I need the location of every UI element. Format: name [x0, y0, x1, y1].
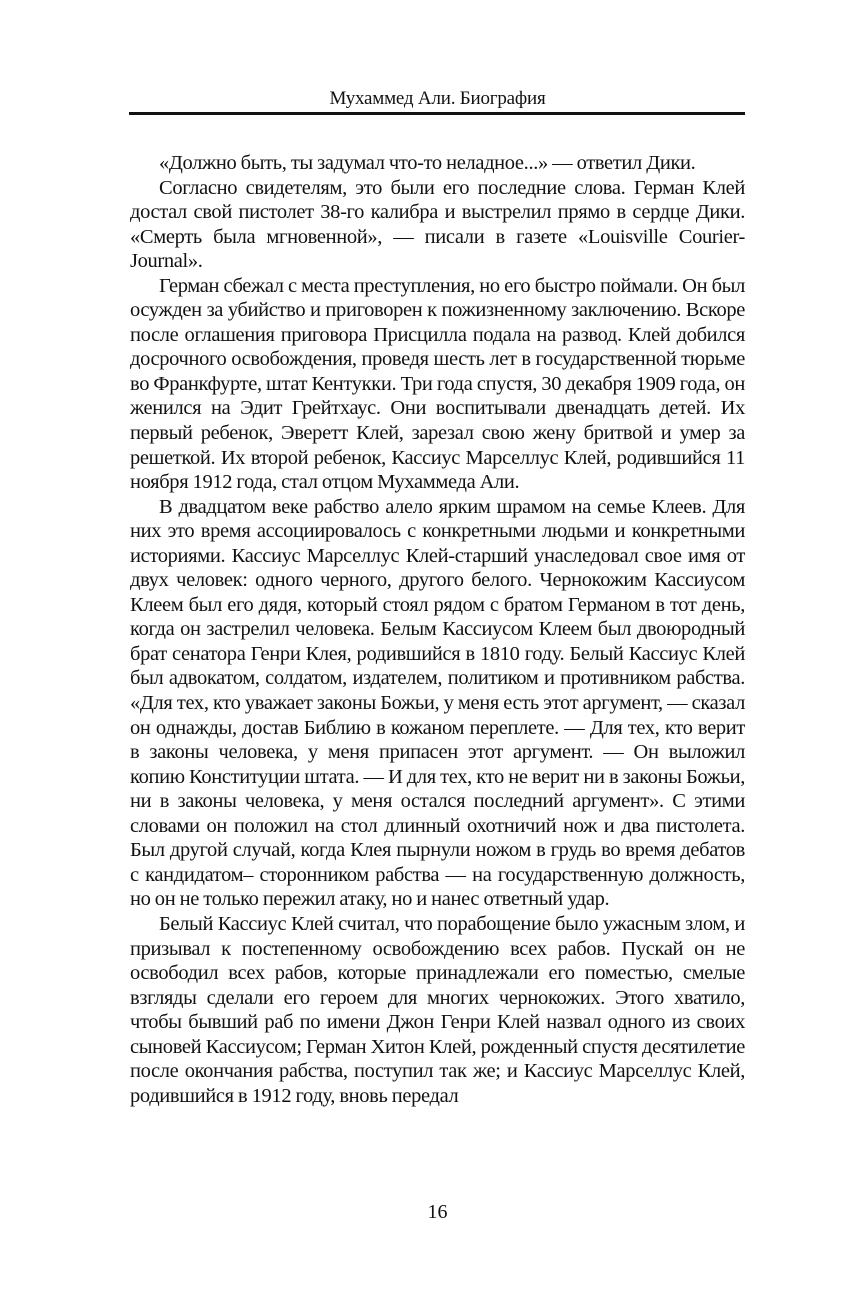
body-text: [130, 151, 745, 1108]
paragraph: Герман сбежал с места преступления, но его быстро поймали. Он был осужден за убийство и приговорен к пожизненному заключению. Вскоре после оглашения приговора Присцилла подала на развод. Клей добился досрочного освобождения, проведя шесть лет в государственной тюрьме во Франкфурте, штат Кентукки. Три года спустя, 30 декабря 1909 года, он женился на Эдит Грейтхаус. Они воспитывали двенадцать детей. Их первый ребенок, Эверетт Клей, зарезал свою жену бритвой и умер за решеткой. Их второй ребенок, Кассиус Марселлус Клей, родившийся 11 ноября 1912 года, стал отцом Мухаммеда Али.: [130, 274, 745, 494]
paragraph: Белый Кассиус Клей считал, что порабощение было ужасным злом, и призывал к постепенному освобождению всех рабов. Пускай он не освободил всех рабов, которые принадлежали его поместью, смелые взгляды сделали его героем для многих чернокожих. Этого хватило, чтобы бывший раб по имени Джон Генри Клей назвал одного из своих сыновей Кассиусом; Герман Хитон Клей, рожденный спустя десятилетие после окончания рабства, поступил так же; и Кассиус Марселлус Клей, родившийся в 1912 году, вновь передал: [130, 912, 745, 1107]
header-rule: [129, 112, 745, 115]
paragraph: Согласно свидетелям, это были его последние слова. Герман Клей достал свой пистолет 38-го калибра и выстрелил прямо в сердце Дики. «Смерть была мгновенной», — писали в газете «Louisville Courier-Journal».: [130, 176, 745, 273]
page-number: 16: [427, 1201, 448, 1223]
running-head: Мухаммед Али. Биография: [329, 88, 546, 109]
paragraph: В двадцатом веке рабство алело ярким шрамом на семье Клеев. Для них это время ассоциировалось с конкретными людьми и конкретными историями. Кассиус Марселлус Клей-старший унаследовал свое имя от двух человек: одного черного, другого белого. Чернокожим Кассиусом Клеем был его дядя, который стоял рядом с братом Германом в тот день, когда он застрелил человека. Белым Кассиусом Клеем был двоюродный брат сенатора Генри Клея, родившийся в 1810 году. Белый Кассиус Клей был адвокатом, солдатом, издателем, политиком и противником рабства. «Для тех, кто уважает законы Божьи, у меня есть этот аргумент, — сказал он однажды, достав Библию в кожаном переплете. — Для тех, кто верит в законы человека, у меня припасен этот аргумент. — Он выложил копию Конституции штата. — И для тех, кто не верит ни в законы Божьи, ни в законы человека, у меня остался последний аргумент». С этими словами он положил на стол длинный охотничий нож и два пистолета. Был другой случай, когда Клея пырнули ножом в грудь во время дебатов с кандидатом– сторонником рабства — на государственную должность, но он не только пережил атаку, но и нанес ответный удар.: [130, 495, 745, 911]
book-page: [130, 0, 745, 1311]
paragraph: «Должно быть, ты задумал что-то неладное...» — ответил Дики.: [159, 152, 696, 174]
